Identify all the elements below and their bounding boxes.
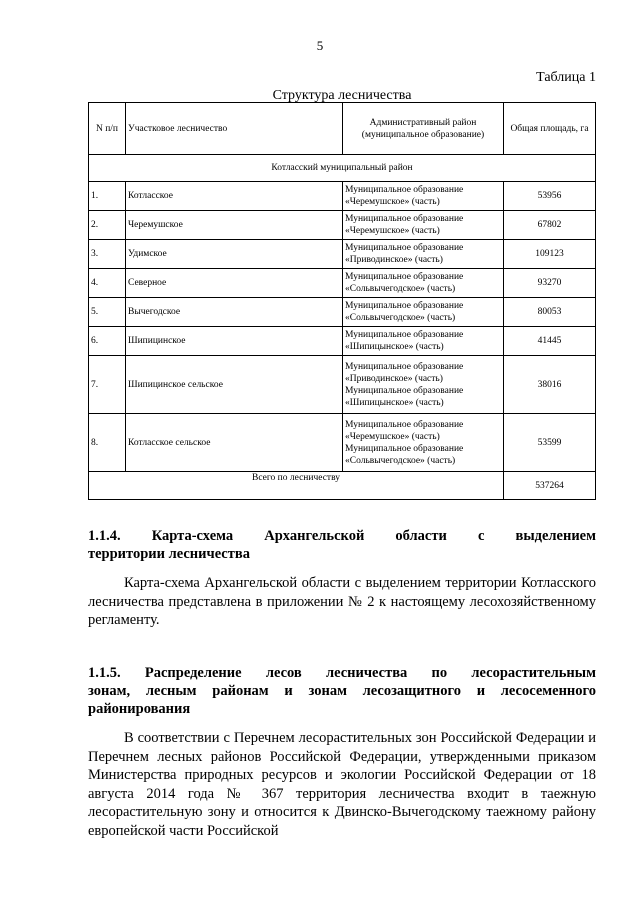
row-number: 5. <box>89 298 126 327</box>
municipality-line: Муниципальное образование <box>345 443 464 454</box>
municipality-line: «Черемушское» (часть) <box>345 431 440 442</box>
district-name: Вычегодское <box>126 298 343 327</box>
municipality-line: «Приводинское» (часть) <box>345 255 443 265</box>
municipality-line: «Шипицынское» (часть) <box>345 397 444 408</box>
area-value: 41445 <box>504 327 596 356</box>
municipality-cell <box>343 240 504 269</box>
district-name: Удимское <box>126 240 343 269</box>
header-district: Участковое лесничество <box>126 103 343 155</box>
row-number: 4. <box>89 269 126 298</box>
header-number: N п/п <box>89 103 126 155</box>
municipality-cell <box>343 327 504 356</box>
municipality-line: Муниципальное образование <box>345 243 464 253</box>
row-number: 2. <box>89 211 126 240</box>
table-row <box>89 269 596 298</box>
area-value: 109123 <box>504 240 596 269</box>
row-number: 1. <box>89 182 126 211</box>
municipality-line: «Сольвычегодское» (часть) <box>345 455 456 466</box>
area-value: 53956 <box>504 182 596 211</box>
district-name: Северное <box>126 269 343 298</box>
section-title: Котласский муниципальный район <box>89 155 596 182</box>
area-value: 67802 <box>504 211 596 240</box>
municipality-cell <box>343 298 504 327</box>
municipality-line: Муниципальное образование <box>345 214 464 224</box>
heading-1-1-5-line3: районирования <box>88 701 191 717</box>
forestry-structure-table <box>88 102 596 500</box>
header-admin-area: Административный район (муниципальное образование) <box>343 103 504 155</box>
row-number: 8. <box>89 414 126 472</box>
municipality-cell <box>343 211 504 240</box>
table-title: Структура лесничества <box>272 88 412 103</box>
section-row <box>89 155 596 182</box>
municipality-line: «Приводинское» (часть) <box>345 373 443 384</box>
municipality-line: Муниципальное образование <box>345 385 464 396</box>
heading-1-1-5-line1: 1.1.5. Распределение лесов лесничества по лесорастительным <box>88 665 596 681</box>
municipality-line: Муниципальное образование <box>345 361 464 372</box>
table-row <box>89 414 596 472</box>
heading-1-1-4-line1: 1.1.4. Карта-схема Архангельской области с выделением <box>88 528 596 544</box>
municipality-cell <box>343 356 504 414</box>
total-value: 537264 <box>504 472 596 500</box>
municipality-line: Муниципальное образование <box>345 185 464 195</box>
municipality-line: «Шипицынское» (часть) <box>345 342 444 352</box>
table-body <box>89 182 596 472</box>
area-value: 38016 <box>504 356 596 414</box>
district-name: Котласское сельское <box>126 414 343 472</box>
table-label: Таблица 1 <box>536 70 596 85</box>
district-name: Котласское <box>126 182 343 211</box>
table-row <box>89 182 596 211</box>
table-header-row <box>89 103 596 155</box>
heading-1-1-4-line2: территории лесничества <box>88 546 250 562</box>
municipality-line: «Черемушское» (часть) <box>345 197 440 207</box>
area-value: 53599 <box>504 414 596 472</box>
header-area: Общая площадь, га <box>504 103 596 155</box>
municipality-line: «Сольвычегодское» (часть) <box>345 284 456 294</box>
paragraph-1-1-4: Карта-схема Архангельской области с выделением территории Котласского лесничества представлена в приложении № 2 к настоящему лесохозяйственному регламенту. <box>88 575 596 628</box>
row-number: 7. <box>89 356 126 414</box>
municipality-line: Муниципальное образование <box>345 330 464 340</box>
district-name: Шипицинское <box>126 327 343 356</box>
municipality-cell <box>343 182 504 211</box>
district-name: Черемушское <box>126 211 343 240</box>
municipality-line: «Сольвычегодское» (часть) <box>345 313 456 323</box>
municipality-cell <box>343 414 504 472</box>
total-row <box>89 472 596 500</box>
table-row <box>89 327 596 356</box>
paragraph-1-1-5: В соответствии с Перечнем лесорастительных зон Российской Федерации и Перечнем лесных районов Российской Федерации, утвержденными приказом Министерства природных ресурсов и экологии Российской Федерации от 18 августа 2014 года № 367 территория лесничества входит в таежную лесорастительную зону и относится к Двинско-Вычегодскому таежному району европейской части Российской <box>88 730 596 839</box>
row-number: 6. <box>89 327 126 356</box>
area-value: 80053 <box>504 298 596 327</box>
table-row <box>89 240 596 269</box>
row-number: 3. <box>89 240 126 269</box>
municipality-line: Муниципальное образование <box>345 272 464 282</box>
page-number: 5 <box>316 38 324 53</box>
municipality-line: Муниципальное образование <box>345 301 464 311</box>
municipality-cell <box>343 269 504 298</box>
heading-1-1-5-line2: зонам, лесным районам и зонам лесозащитного и лесосеменного <box>88 683 596 699</box>
area-value: 93270 <box>504 269 596 298</box>
table-row <box>89 356 596 414</box>
table-row <box>89 298 596 327</box>
district-name: Шипицинское сельское <box>126 356 343 414</box>
municipality-line: «Черемушское» (часть) <box>345 226 440 236</box>
total-label: Всего по лесничеству <box>89 472 504 500</box>
table-row <box>89 211 596 240</box>
municipality-line: Муниципальное образование <box>345 419 464 430</box>
